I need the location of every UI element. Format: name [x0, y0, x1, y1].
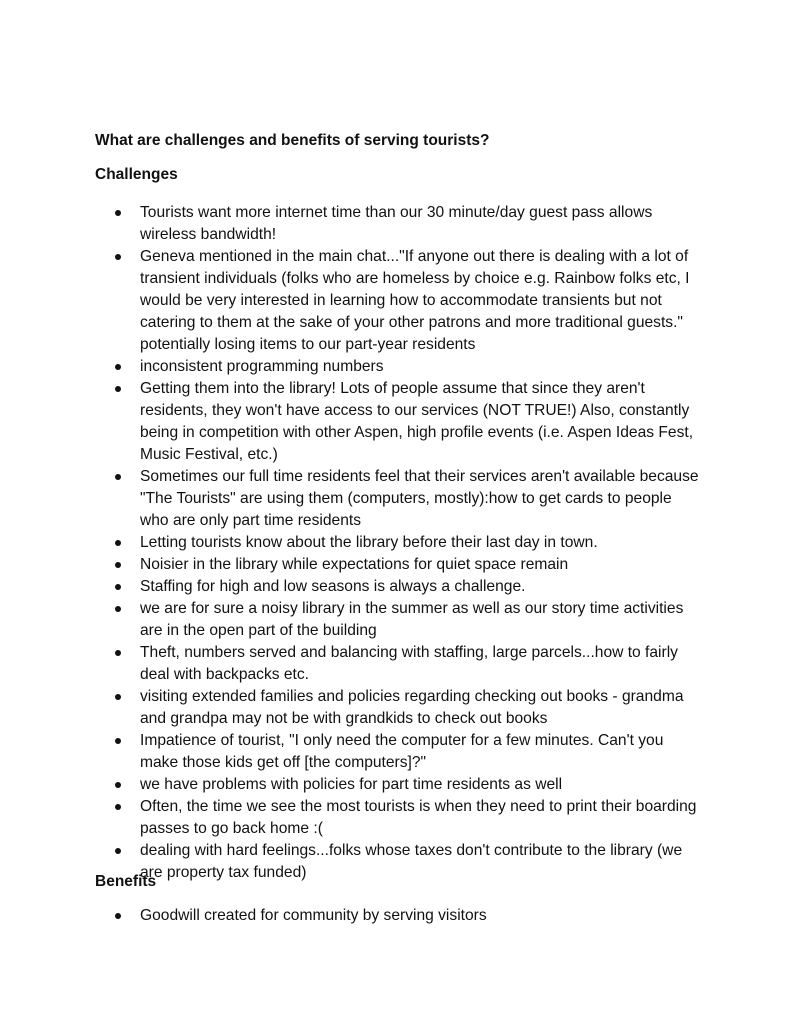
bullet-icon [115, 913, 121, 919]
bullet-icon [115, 804, 121, 810]
list-item [0, 730, 700, 774]
list-item [0, 686, 700, 730]
challenges-heading: Challenges [95, 166, 178, 183]
list-item-text: we have problems with policies for part time residents as well [140, 776, 563, 793]
list-item [0, 796, 700, 840]
benefits-heading: Benefits [95, 873, 157, 890]
list-item [0, 246, 700, 356]
list-item-text: visiting extended families and policies regarding checking out books - grandma and grandpa may not be with grandkids to check out books [140, 688, 684, 727]
benefits-list [0, 905, 700, 927]
list-item-text: Theft, numbers served and balancing with staffing, large parcels...how to fairly deal with backpacks etc. [140, 644, 678, 683]
list-item-text: Noisier in the library while expectations for quiet space remain [140, 556, 569, 573]
bullet-icon [115, 650, 121, 656]
list-item-text: Getting them into the library! Lots of people assume that since they aren't residents, they won't have access to our services (NOT TRUE!) Also, constantly being in competition with other Aspen, high profile events (i.e. Aspen Ideas Fest, Music Festival, etc.) [140, 380, 694, 463]
bullet-icon [115, 694, 121, 700]
list-item-text: Sometimes our full time residents feel that their services aren't available because "The Tourists" are using them (computers, mostly):how to get cards to people who are only part time residents [140, 468, 699, 529]
list-item-text: Geneva mentioned in the main chat..."If anyone out there is dealing with a lot of transient individuals (folks who are homeless by choice e.g. Rainbow folks etc, I would be very interested in learning how to accommodate transients but not catering to them at the sake of your other patrons and more traditional guests." potentially losing items to our part-year residents [140, 248, 690, 353]
list-item-text: inconsistent programming numbers [140, 358, 384, 375]
bullet-icon [115, 210, 121, 216]
challenges-list [0, 202, 700, 884]
bullet-icon [115, 606, 121, 612]
list-item-text: we are for sure a noisy library in the summer as well as our story time activities are in the open part of the building [140, 600, 684, 639]
list-item [0, 905, 700, 927]
document-title: What are challenges and benefits of serving tourists? [95, 132, 490, 149]
list-item [0, 774, 700, 796]
bullet-icon [115, 474, 121, 480]
list-item [0, 642, 700, 686]
bullet-icon [115, 254, 121, 260]
list-item [0, 554, 700, 576]
list-item [0, 356, 700, 378]
list-item [0, 576, 700, 598]
bullet-icon [115, 364, 121, 370]
list-item [0, 532, 700, 554]
list-item [0, 378, 700, 466]
list-item [0, 598, 700, 642]
list-item-text: dealing with hard feelings...folks whose taxes don't contribute to the library (we are property tax funded) [140, 842, 683, 881]
list-item-text: Staffing for high and low seasons is always a challenge. [140, 578, 526, 595]
bullet-icon [115, 584, 121, 590]
bullet-icon [115, 540, 121, 546]
list-item-text: Often, the time we see the most tourists is when they need to print their boarding passes to go back home :( [140, 798, 697, 837]
bullet-icon [115, 782, 121, 788]
list-item-text: Tourists want more internet time than our 30 minute/day guest pass allows wireless bandwidth! [140, 204, 653, 243]
list-item [0, 466, 700, 532]
bullet-icon [115, 848, 121, 854]
list-item [0, 202, 700, 246]
list-item-text: Goodwill created for community by serving visitors [140, 907, 487, 924]
bullet-icon [115, 386, 121, 392]
bullet-icon [115, 738, 121, 744]
bullet-icon [115, 562, 121, 568]
list-item-text: Impatience of tourist, "I only need the computer for a few minutes. Can't you make those kids get off [the computers]?" [140, 732, 664, 771]
list-item-text: Letting tourists know about the library before their last day in town. [140, 534, 598, 551]
